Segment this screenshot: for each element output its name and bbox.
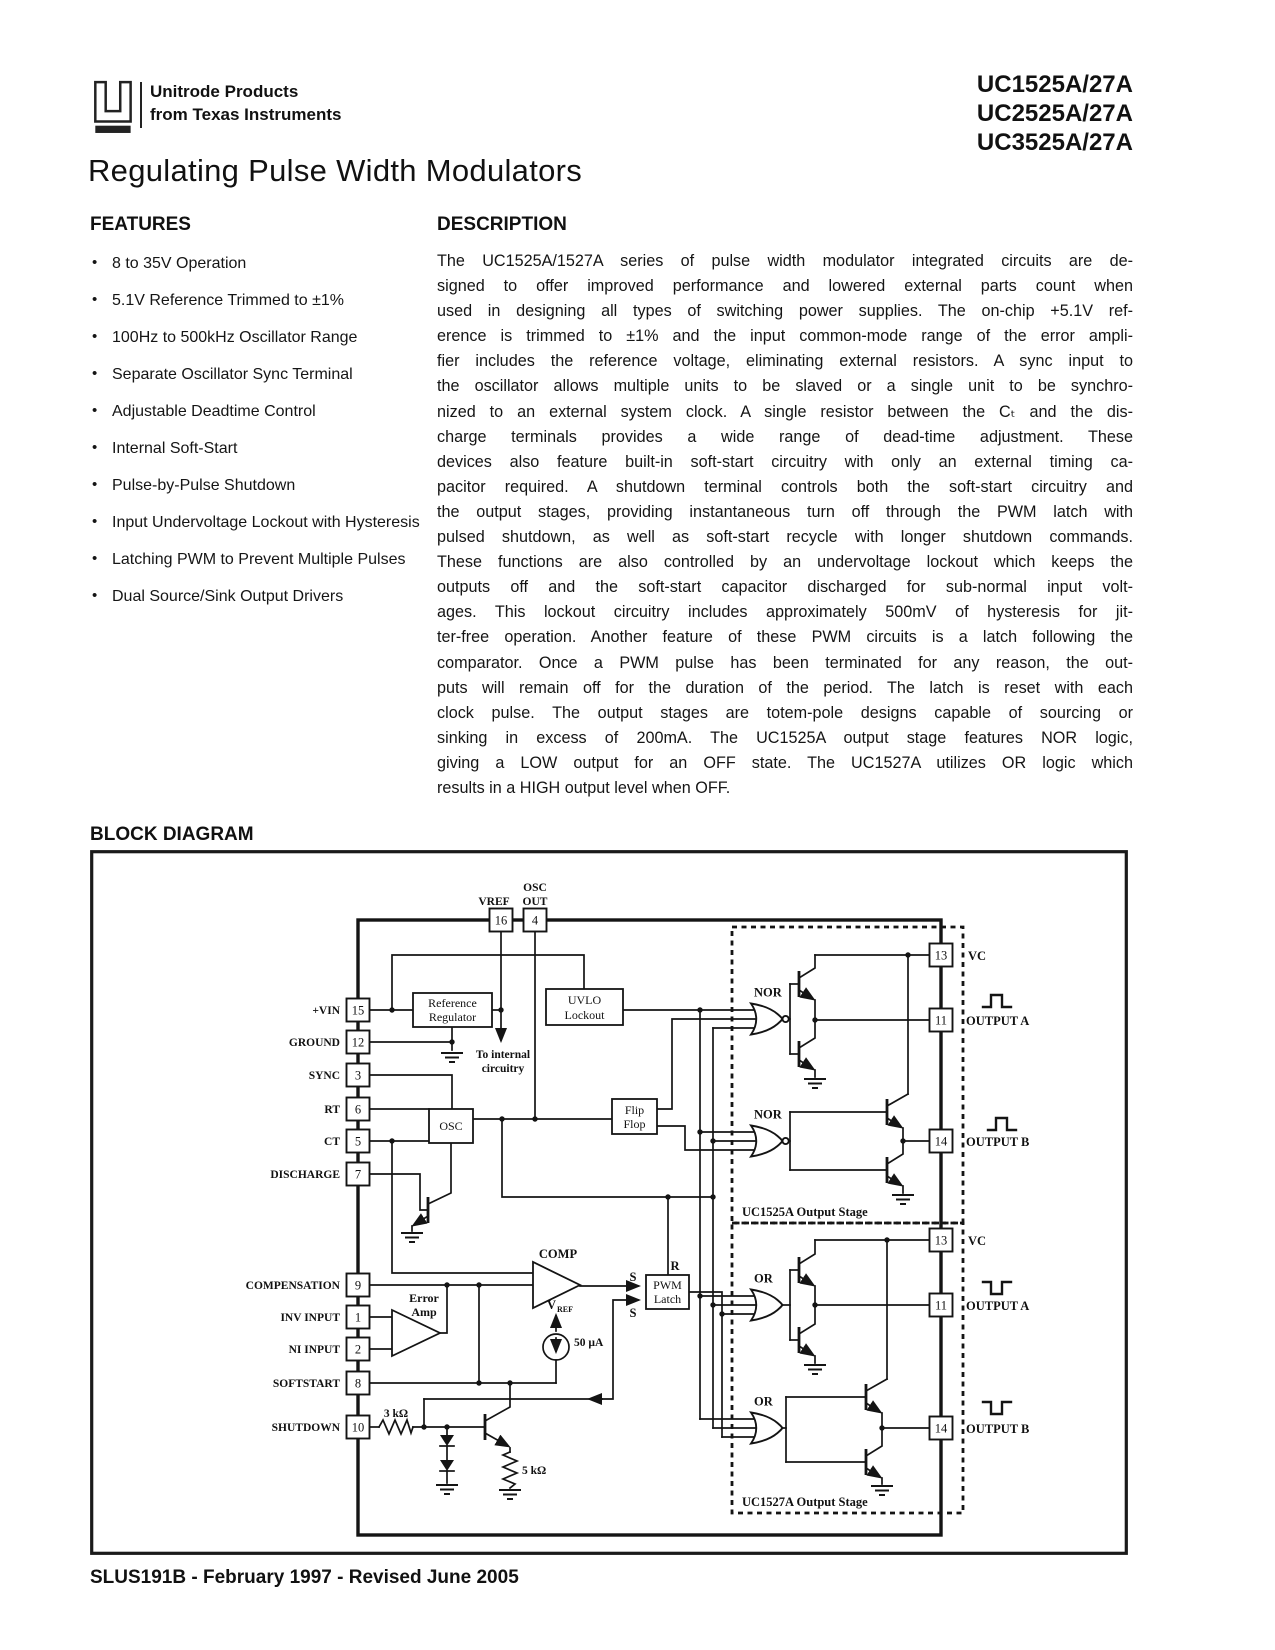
pin-num: 14: [934, 1421, 948, 1436]
pin-vc-1525: [930, 944, 987, 967]
pin-num: 13: [934, 1233, 948, 1248]
pin-label: VREF: [478, 896, 510, 908]
description-line: the output stages, providing instantaneous turn off through the PWM latch with: [437, 502, 1133, 521]
feature-item: • Dual Source/Sink Output Drivers: [90, 585, 425, 608]
pin-num: 15: [351, 1003, 365, 1018]
pin-num: 3: [354, 1068, 362, 1083]
pin-softstart: [273, 1372, 370, 1395]
pin-vin: [312, 999, 369, 1022]
pin-inv-input: [280, 1306, 369, 1329]
pin-num: 11: [934, 1298, 948, 1313]
description-line: These functions are also controlled by an undervoltage lockout which keeps the: [437, 553, 1133, 572]
right-pins-1525: [930, 944, 1030, 1153]
pin-label: VC: [968, 949, 987, 963]
block-diagram-heading: BLOCK DIAGRAM: [90, 824, 254, 845]
pin-num: 7: [354, 1167, 362, 1182]
block-label: Flip: [624, 1103, 645, 1117]
bullet-icon: •: [92, 254, 98, 271]
pin-label: GROUND: [288, 1037, 340, 1049]
feature-item: • Input Undervoltage Lockout with Hysteresis: [90, 511, 425, 534]
pin-label: SHUTDOWN: [271, 1422, 340, 1434]
pin-num: 12: [351, 1035, 365, 1050]
pin-discharge: [270, 1163, 369, 1186]
top-pins: [478, 882, 547, 932]
block-label: UVLO: [567, 993, 602, 1007]
pin-sync: [309, 1064, 370, 1087]
description-line: pacitor required. A shutdown terminal controls both the soft-start circuitry and: [437, 477, 1133, 496]
pin-num: 9: [354, 1278, 362, 1293]
description-line: clock pulse. The output stages are totem-pole designs capable of sourcing or: [437, 703, 1133, 722]
or-gate-b: [751, 1395, 783, 1444]
pin-num: 13: [934, 948, 948, 963]
doc-footer: SLUS191B - February 1997 - Revised June 2005: [90, 1567, 519, 1588]
pin-label: OUTPUT B: [966, 1422, 1030, 1436]
pin-outa-1527: [930, 1294, 1030, 1317]
pin-outb-1527: [930, 1417, 1030, 1440]
logo-divider: [140, 82, 142, 128]
latch-s-label: S: [629, 1270, 637, 1284]
feature-item: • 5.1V Reference Trimmed to ±1%: [90, 289, 425, 312]
description-line: pulsed shutdown, as well as soft-start recycle with longer shutdown commands.: [437, 528, 1133, 547]
block-diagram: [90, 850, 1128, 1555]
part-number: UC3525A/27A: [976, 129, 1133, 156]
stage2-label: UC1527A Output Stage: [742, 1495, 868, 1509]
pin-num: 4: [531, 913, 539, 928]
waveform-low-icon: [983, 1402, 1011, 1414]
description-heading: DESCRIPTION: [437, 214, 567, 235]
nor-gate-a: [751, 986, 789, 1035]
pin-label: INV INPUT: [280, 1312, 340, 1324]
flip-flop-block: [612, 1099, 657, 1134]
to-internal-label: [476, 1049, 530, 1075]
pin-num: 1: [354, 1310, 362, 1325]
pin-ct: [324, 1130, 369, 1153]
pin-outa-1525: [930, 1009, 1030, 1032]
block-diagram-svg: [90, 850, 1128, 1555]
feature-item: • Pulse-by-Pulse Shutdown: [90, 474, 425, 497]
block-label: PWM: [653, 1278, 682, 1292]
comparator: [533, 1247, 580, 1308]
description-section: [437, 214, 1133, 801]
uvlo-lockout-block: [546, 989, 623, 1025]
error-amp: [392, 1291, 440, 1356]
description-text: [437, 249, 1133, 801]
waveform-low-icon: [983, 1282, 1011, 1294]
pin-label: COMPENSATION: [245, 1280, 340, 1292]
error-amp-label: Amp: [411, 1305, 437, 1319]
description-line: devices also feature built-in soft-start circuitry with only an external timing ca-: [437, 452, 1133, 471]
part-number: UC2525A/27A: [976, 100, 1133, 127]
pin-label: OUTPUT B: [966, 1135, 1030, 1149]
description-line: puts will remain off for the duration of the period. The latch is reset with each: [437, 678, 1133, 697]
to-internal-line1: To internal: [475, 1049, 531, 1061]
pin-label: OUTPUT A: [966, 1299, 1030, 1313]
description-line: comparator. Once a PWM pulse has been terminated for any reason, the out-: [437, 653, 1133, 672]
description-line: ages. This lockout circuitry includes approximately 500mV of hysteresis for jit-: [437, 603, 1133, 622]
description-line: signed to offer improved performance and lowered external parts count when: [437, 277, 1133, 296]
pin-label: OSC: [523, 882, 547, 894]
pin-label: VC: [968, 1234, 987, 1248]
bullet-icon: •: [92, 365, 98, 382]
description-line: ter-free operation. Another feature of these PWM circuits is a latch following the: [437, 628, 1133, 647]
pin-num: 11: [934, 1013, 948, 1028]
block-label: Flop: [623, 1117, 646, 1131]
nor-label: NOR: [754, 1107, 782, 1122]
pin-label: OUT: [522, 896, 548, 908]
error-amp-label: Error: [409, 1291, 439, 1305]
pin-label: RT: [324, 1104, 340, 1116]
bullet-icon: •: [92, 550, 98, 567]
pin-osc-out: [523, 882, 548, 932]
bullet-icon: •: [92, 402, 98, 419]
logo-line2: from Texas Instruments: [150, 105, 342, 124]
feature-item: • Latching PWM to Prevent Multiple Pulses: [90, 548, 425, 571]
features-section: [90, 214, 425, 622]
pin-label: DISCHARGE: [270, 1169, 340, 1181]
logo-text: [150, 80, 341, 126]
or-label: OR: [754, 1271, 773, 1286]
reference-regulator-block: [413, 993, 492, 1027]
pin-num: 10: [351, 1420, 365, 1435]
block-label: Reference: [428, 996, 477, 1010]
pin-num: 5: [354, 1134, 362, 1149]
description-line: the oscillator allows multiple units to be slaved or a single unit to be synchro-: [437, 377, 1133, 396]
osc-block: [429, 1109, 473, 1143]
to-internal-line2: circuitry: [481, 1063, 525, 1075]
description-line: giving a LOW output for an OFF state. The UC1527A utilizes OR logic which: [437, 753, 1133, 772]
description-line: The UC1525A/1527A series of pulse width modulator integrated circuits are de-: [437, 252, 1133, 270]
pin-compensation: [246, 1274, 370, 1297]
part-numbers: [977, 70, 1133, 157]
latch-s-label: S: [629, 1306, 637, 1320]
or-label: OR: [754, 1394, 773, 1409]
right-pins-1527: [930, 1229, 1030, 1440]
pin-vref: [478, 896, 512, 932]
description-line: charge terminals provides a wide range of dead-time adjustment. These: [437, 427, 1133, 446]
description-line: erence is trimmed to ±1% and the input common-mode range of the error ampli-: [437, 327, 1133, 346]
bullet-icon: •: [92, 476, 98, 493]
feature-item: • 8 to 35V Operation: [90, 252, 425, 275]
pin-label: CT: [324, 1136, 340, 1148]
resistor-5k-label: 5 kΩ: [522, 1465, 547, 1477]
latch-r-label: R: [670, 1259, 680, 1273]
description-line: outputs off and the soft-start capacitor discharged for sub-normal input volt-: [437, 578, 1133, 597]
nor-label: NOR: [754, 985, 782, 1000]
page-title: Regulating Pulse Width Modulators: [88, 153, 583, 188]
pin-num: 14: [934, 1134, 948, 1149]
bullet-icon: •: [92, 328, 98, 345]
feature-item: • 100Hz to 500kHz Oscillator Range: [90, 326, 425, 349]
nor-gate-b: [751, 1108, 789, 1157]
features-list: [90, 252, 425, 608]
pin-outb-1525: [930, 1130, 1030, 1153]
uc1527a-stage-box: [732, 1223, 963, 1513]
or-gate-a: [751, 1272, 783, 1321]
description-line: fier includes the reference voltage, eliminating external resistors. A sync input to: [437, 352, 1133, 371]
pin-vc-1527: [930, 1229, 987, 1252]
comp-label: COMP: [538, 1247, 578, 1261]
feature-item: • Adjustable Deadtime Control: [90, 400, 425, 423]
part-number: UC1525A/27A: [976, 71, 1133, 98]
pin-num: 6: [354, 1102, 362, 1117]
uc1525a-stage-box: [732, 927, 963, 1223]
bullet-icon: •: [92, 439, 98, 456]
logo-line1: Unitrode Products: [150, 82, 299, 101]
vref-label: V: [547, 1298, 557, 1312]
vref-sub-label: REF: [557, 1305, 573, 1314]
pin-num: 2: [354, 1342, 362, 1357]
stage1-label: UC1525A Output Stage: [742, 1205, 868, 1219]
pin-label: +VIN: [312, 1005, 340, 1017]
pin-rt: [324, 1098, 369, 1121]
features-heading: FEATURES: [90, 214, 191, 235]
current-label: 50 µA: [574, 1337, 604, 1349]
block-label: Latch: [653, 1292, 682, 1306]
left-pins: [246, 999, 370, 1439]
pwm-latch-block: [630, 1259, 689, 1320]
unitrode-logo-icon: [92, 80, 136, 134]
block-label: Regulator: [428, 1010, 477, 1024]
resistor-3k-label: 3 kΩ: [383, 1408, 409, 1420]
bullet-icon: •: [92, 587, 98, 604]
waveform-high-icon: [983, 995, 1011, 1007]
block-label: OSC: [439, 1119, 463, 1133]
pin-label: NI INPUT: [288, 1344, 340, 1356]
pin-ni-input: [289, 1338, 370, 1361]
description-line: results in a HIGH output level when OFF.: [437, 778, 731, 797]
waveform-high-icon: [988, 1118, 1016, 1130]
bullet-icon: •: [92, 291, 98, 308]
block-label: Lockout: [564, 1008, 605, 1022]
pin-num: 16: [494, 913, 508, 928]
description-line: nized to an external system clock. A single resistor between the Cₜ and the dis-: [437, 402, 1133, 421]
pin-label: SOFTSTART: [272, 1378, 340, 1390]
description-line: sinking in excess of 200mA. The UC1525A output stage features NOR logic,: [437, 728, 1133, 747]
pin-num: 8: [354, 1376, 362, 1391]
pin-label: SYNC: [308, 1070, 340, 1082]
pin-shutdown: [272, 1416, 370, 1439]
pin-ground: [289, 1031, 370, 1054]
feature-item: • Internal Soft-Start: [90, 437, 425, 460]
pin-label: OUTPUT A: [966, 1014, 1030, 1028]
description-line: used in designing all types of switching power supplies. The on-chip +5.1V ref-: [437, 302, 1133, 321]
feature-item: • Separate Oscillator Sync Terminal: [90, 363, 425, 386]
bullet-icon: •: [92, 513, 98, 530]
